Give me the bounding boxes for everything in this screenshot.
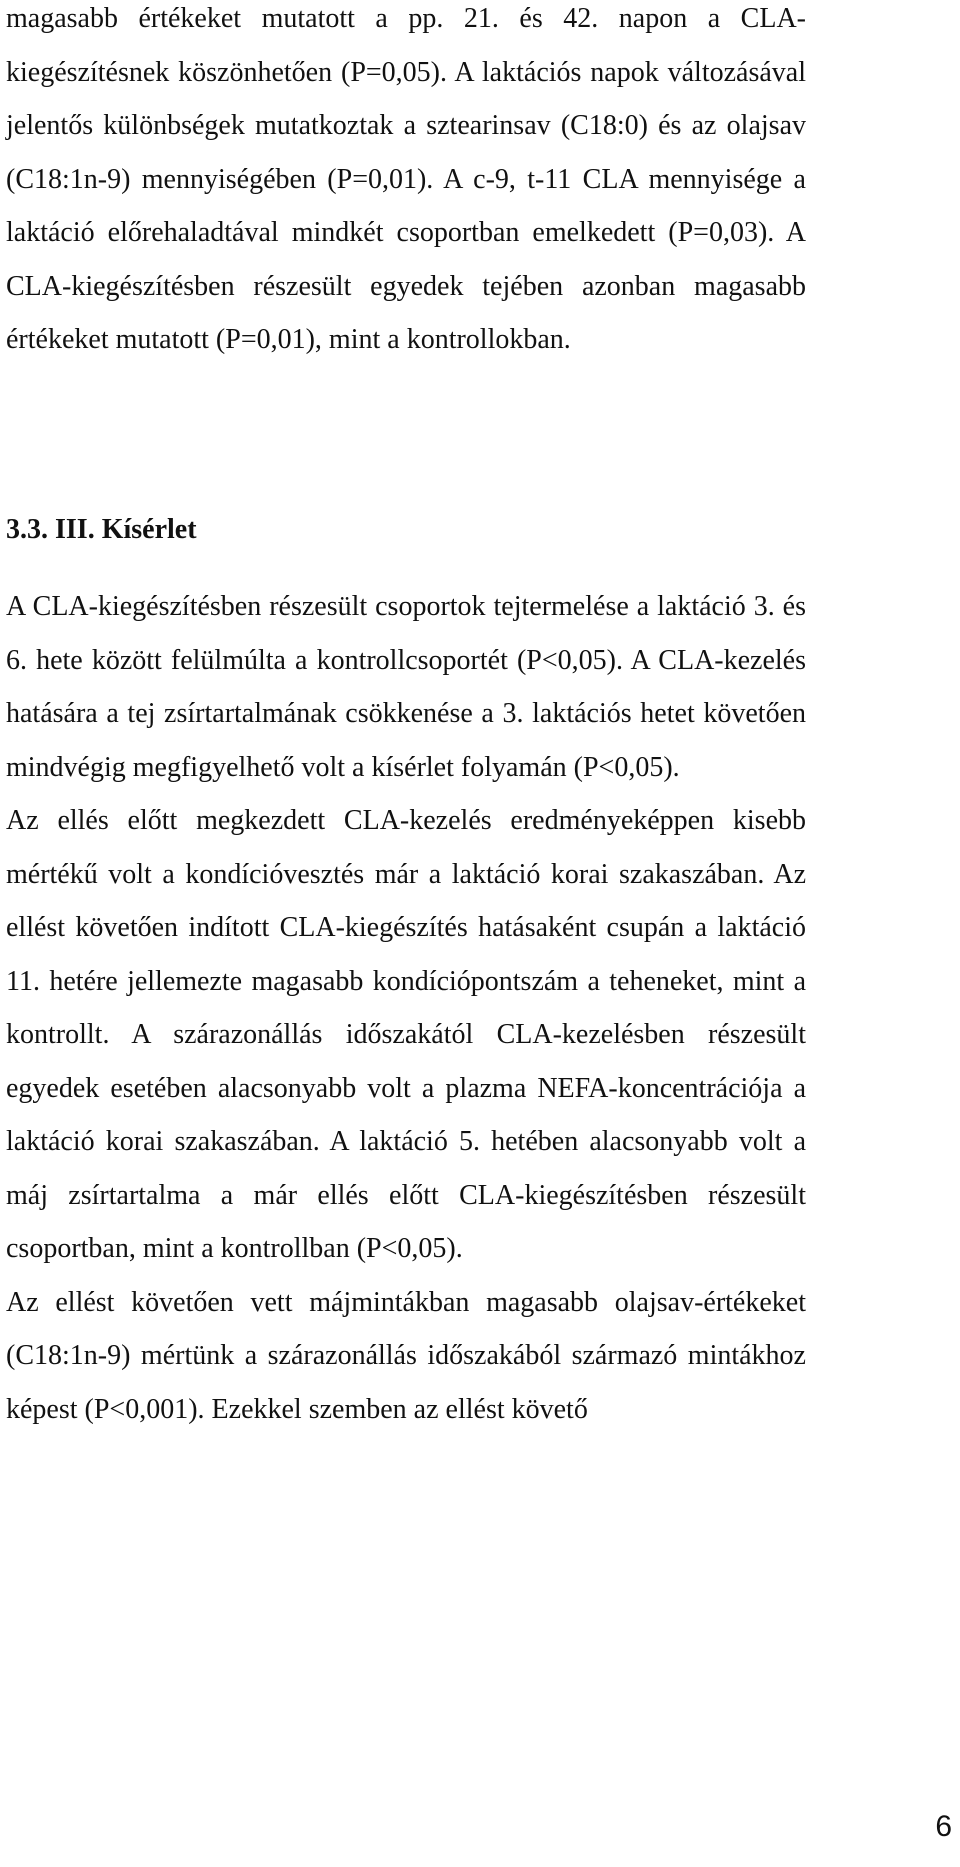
paragraph-milk-production: A CLA-kiegészítésben részesült csoportok tejtermelése a laktáció 3. és 6. hete között felülmúlta a kontrollcsoportét (P<0,05). A CLA-kezelés hatására a tej zsírtartalmának csökkenése a 3. laktációs hetet követően mindvégig megfigyelhető volt a kísérlet folyamán (P<0,05). <box>6 591 806 783</box>
intro-paragraph: magasabb értékeket mutatott a pp. 21. és 42. napon a CLA-kiegészítésnek köszönhetően (P=0,05). A laktációs napok változásával jelentős különbségek mutatkoztak a sztearinsav (C18:0) és az olajsav (C18:1n-9) mennyiségében (P=0,01). A c-9, t-11 CLA mennyisége a laktáció előrehaladtával mindkét csoportban emelkedett (P=0,03). A CLA-kiegészítésben részesült egyedek tejében azonban magasabb értékeket mutatott (P=0,01), mint a kontrollokban. <box>6 3 806 355</box>
section-heading: 3.3. III. Kísérlet <box>6 514 197 545</box>
section-body <box>6 580 806 1436</box>
paragraph-liver-samples: Az ellést követően vett májmintákban magasabb olajsav-értékeket (C18:1n-9) mértünk a szárazonállás időszakából származó mintákhoz képest (P<0,001). Ezekkel szemben az ellést követő <box>6 1286 806 1425</box>
paragraph-condition-loss: Az ellés előtt megkezdett CLA-kezelés eredményeképpen kisebb mértékű volt a kondícióvesztés már a laktáció korai szakaszában. Az ellést követően indított CLA-kiegészítés hatásaként csupán a laktáció 11. hetére jellemezte magasabb kondíciópontszám a teheneket, mint a kontrollt. A szárazonállás időszakától CLA-kezelésben részesült egyedek esetében alacsonyabb volt a plazma NEFA-koncentrációja a laktáció korai szakaszában. A laktáció 5. hetében alacsonyabb volt a máj zsírtartalma a már ellés előtt CLA-kiegészítésben részesült csoportban, mint a kontrollban (P<0,05). <box>6 805 806 1264</box>
document-page <box>6 0 806 1425</box>
page-number: 6 <box>935 1810 952 1843</box>
